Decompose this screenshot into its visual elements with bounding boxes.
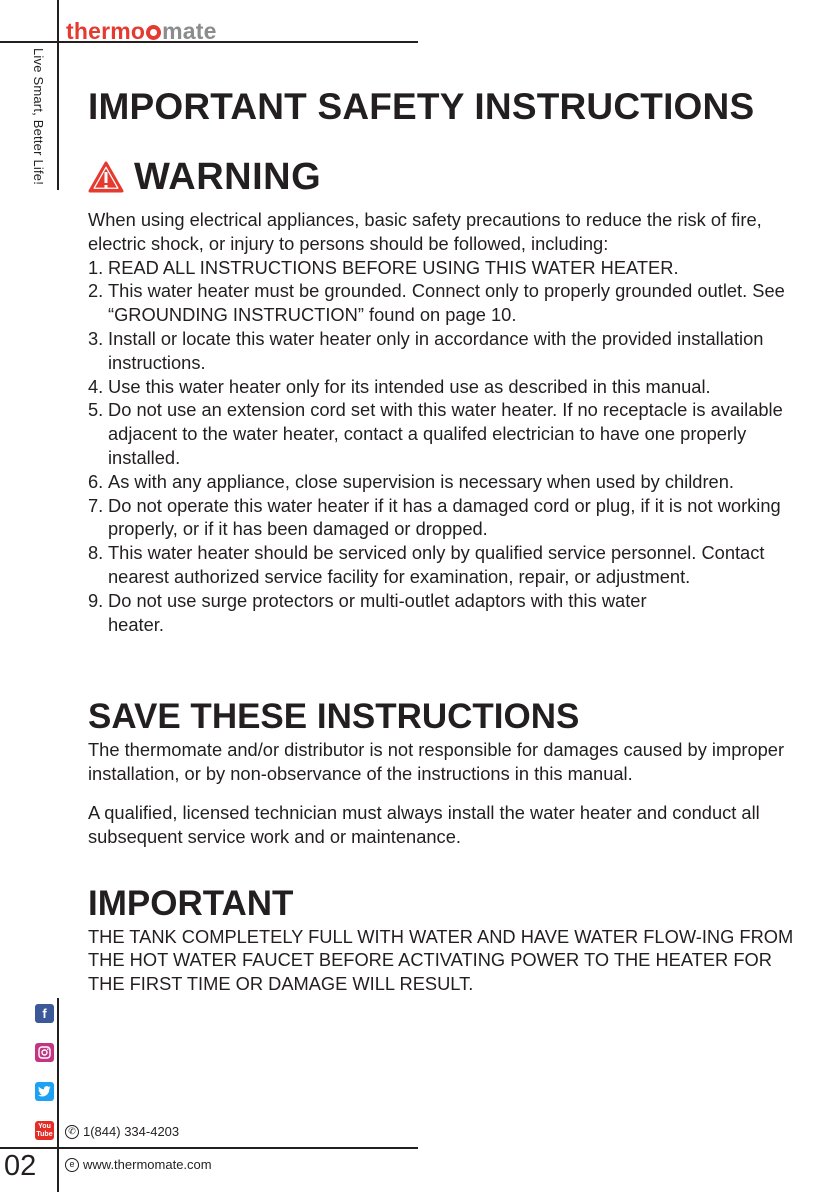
list-item-text: Do not use an extension cord set with this water heater. If no receptacle is available adjacent to the water heater, contact a qualifed electrician to have one properly installed.	[108, 399, 783, 468]
list-item-number: 5.	[88, 399, 104, 421]
liability-paragraph: The thermomate and/or distributor is not responsible for damages caused by improper installation, or by non-observance of the instructions in this manual.	[88, 739, 785, 785]
list-item-text: Do not use surge protectors or multi-outlet adaptors with this water heater.	[108, 589, 647, 635]
list-item-number: 2.	[88, 280, 104, 302]
list-item-number: 4.	[88, 375, 104, 397]
list-item	[88, 256, 808, 280]
phone-icon: ✆	[65, 1125, 79, 1139]
list-item-number: 6.	[88, 470, 104, 492]
website-link[interactable]	[65, 1157, 212, 1172]
list-item-text: This water heater should be serviced only by qualified service personnel. Contact nearest authorized service facility for examination, repair, or adjustment.	[108, 542, 765, 587]
list-item-text: Use this water heater only for its intended use as described in this manual.	[108, 375, 711, 397]
important-title: IMPORTANT	[88, 883, 294, 923]
footer-rule	[0, 1147, 418, 1149]
page-content	[88, 82, 808, 996]
youtube-label: You Tube	[36, 1122, 53, 1138]
list-item	[88, 470, 808, 494]
instagram-icon[interactable]	[35, 1043, 54, 1062]
safety-instructions-list	[88, 256, 808, 637]
list-item-text: READ ALL INSTRUCTIONS BEFORE USING THIS WATER HEATER.	[108, 256, 679, 278]
warning-triangle-icon	[88, 161, 124, 193]
save-instructions-title: SAVE THESE INSTRUCTIONS	[88, 697, 580, 737]
list-item-text: This water heater must be grounded. Connect only to properly grounded outlet. See “GROUNDING INSTRUCTION” found on page 10.	[108, 280, 785, 326]
phone-number: 1(844) 334-4203	[83, 1124, 180, 1139]
list-item-text: Do not operate this water heater if it has a damaged cord or plug, if it is not working properly, or if it has been damaged or dropped.	[108, 494, 781, 540]
globe-icon: e	[65, 1158, 79, 1172]
sidebar-rule-bottom	[57, 998, 59, 1192]
list-item	[88, 541, 808, 589]
page-number: 02	[4, 1150, 37, 1182]
list-item	[88, 589, 808, 637]
brand-tagline: Live Smart, Better Life!	[31, 48, 46, 186]
list-item	[88, 375, 808, 399]
technician-paragraph: A qualified, licensed technician must always install the water heater and conduct all subsequent service work and or maintenance.	[88, 801, 760, 847]
brand-logo	[66, 18, 217, 45]
facebook-icon[interactable]: f	[35, 1004, 54, 1023]
website-url: www.thermomate.com	[83, 1157, 212, 1172]
list-item-text: As with any appliance, close supervision is necessary when used by children.	[108, 470, 734, 492]
warning-title: WARNING	[134, 155, 322, 198]
list-item	[88, 279, 808, 327]
list-item	[88, 398, 808, 469]
logo-text-mate: mate	[162, 18, 217, 44]
list-item	[88, 327, 808, 375]
list-item-number: 3.	[88, 327, 104, 349]
list-item-number: 9.	[88, 589, 104, 611]
list-item-text: Install or locate this water heater only in accordance with the provided installation instructions.	[108, 327, 764, 373]
list-item-number: 7.	[88, 494, 104, 516]
logo-text-thermo: thermo	[66, 18, 146, 44]
warning-heading	[88, 155, 808, 199]
important-notice: THE TANK COMPLETELY FULL WITH WATER AND HAVE WATER FLOW-ING FROM THE HOT WATER FAUCET BEFORE ACTIVATING POWER TO THE HEATER FOR THE FIRST TIME OR DAMAGE WILL RESULT.	[88, 925, 794, 995]
sidebar-rule-top	[57, 0, 59, 190]
page-title: IMPORTANT SAFETY INSTRUCTIONS	[88, 86, 755, 127]
twitter-icon[interactable]	[35, 1082, 54, 1101]
warning-intro: When using electrical appliances, basic safety precautions to reduce the risk of fire, electric shock, or injury to persons should be followed, including:	[88, 209, 762, 254]
youtube-icon[interactable]	[35, 1121, 54, 1140]
list-item	[88, 494, 808, 542]
phone-contact[interactable]	[65, 1124, 179, 1139]
logo-dot-icon	[146, 25, 161, 40]
list-item-number: 8.	[88, 542, 104, 564]
list-item-number: 1.	[88, 256, 104, 278]
